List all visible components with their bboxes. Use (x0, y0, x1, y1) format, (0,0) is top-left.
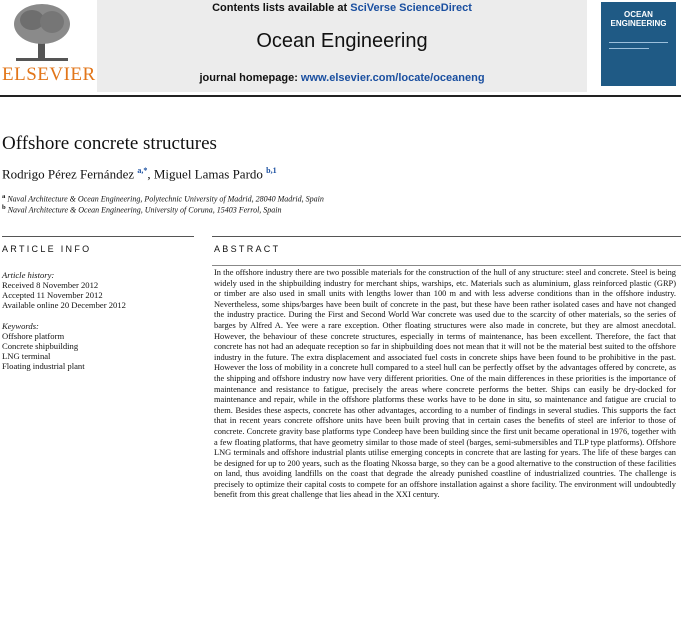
author-list: Rodrigo Pérez Fernández $^{a,*}$, Miguel Lamas Pardo $^{b,1}$ (2, 166, 277, 182)
keywords-label: Keywords: (2, 321, 39, 331)
publisher-name: ELSEVIER (2, 64, 96, 85)
article-info-rule (2, 236, 194, 237)
author-name[interactable]: Miguel Lamas Pardo (153, 166, 263, 182)
article-title: Offshore concrete structures (2, 133, 217, 154)
keywords (2, 321, 85, 371)
author-name[interactable]: Rodrigo Pérez Fernández (2, 166, 135, 182)
affiliation (2, 204, 282, 215)
affiliation (2, 193, 324, 204)
header-band (97, 0, 587, 92)
elsevier-logo[interactable] (2, 2, 96, 88)
cover-line (609, 42, 668, 43)
journal-cover[interactable] (601, 2, 676, 86)
cover-title: OCEAN ENGINEERING (610, 10, 667, 28)
article-info-heading: ARTICLE INFO (2, 244, 92, 254)
elsevier-tree-icon (10, 2, 74, 62)
abstract-text: In the offshore industry there are two possible materials for the construction of the hull of any structure: steel and concrete. Steel is being widely used in the shipbuilding industry for merchant ships, warships, etc. Materials such as aluminium, glass reinforced plastic (GRP) or timber are also used in small units with lengths lower than 100 m and with less adverse conditions than in the offshore industry. Nevertheless, some ships/barges have been built of concrete in the past, but these have been rather isolated cases and have not changed the industry practice. During the First and Second World War concrete was used due to the scarcity of other materials, so the series of barges by Alfred A. Yee were a rare exception. Other floating structures were also made in concrete, but they are almost anecdotal. However, the behaviour of these concrete structures, especially in terms of maintenance, has been excellent. Therefore, the fact that concrete has not had an adequate reception so far in shipbuilding does not mean that it will not be the material best suited to the offshore industry in the future. The extra displacement and associated fuel costs in concrete ships have been found to be prohibitive in the past. However the loss of mobility in a concrete hull compared to a steel hull can be perfectly offset by the advantages offered by concrete, as the shipping and offshore industry now have very different priorities. One of the main differences in these priorities is the importance of maintenance and resistance to fatigue, precisely the areas where concrete performs the better. Ships can easily be dry-docked for maintenance and repair, while in the offshore platforms these works have to be done in situ, so maintenance and fatigue are crucial to them. Besides these aspects, concrete has other advantages, according to a number of findings in several studies. This supports the fact that in recent years concrete offshore units have been built proving that in certain cases the benefits of steel are inferior to those of concrete. Concrete gravity base platforms type Condeep have been building since the first unit became operational in 1976, together with a few floating platforms, that have geometry similar to those made of steel (barges, semi-submersibles and TLP type platforms). Offshore LNG terminals and offshore industrial plants utilise emerging concepts in concrete that are lasting for years. The life of these barges can be designed for up to 200 years, such as the floating Nkossa barge, so they can be a good alternative to the construction of these facilities on land, thus avoiding landfills on the coast that degrade the already punished coastline of industrialized countries. The challenge is precisely to optimize their capital costs to compete for an offshore installation against a shore facility. The environment will undoubtedly benefit from this great challenge that lies ahead in the XXI century. (214, 268, 676, 500)
header-rule (0, 95, 681, 97)
keyword: Concrete shipbuilding (2, 341, 79, 351)
affiliation-mark: a (2, 193, 6, 200)
affiliation-text: Naval Architecture & Ocean Engineering, University of Coruna, 15403 Ferrol, Spain (7, 205, 282, 215)
author-marks[interactable]: a,* (137, 166, 148, 175)
affiliation-text: Naval Architecture & Ocean Engineering, Polytechnic University of Madrid, 28040 Madrid, Spain (7, 194, 324, 204)
journal-title: Ocean Engineering (256, 30, 428, 52)
cover-line (609, 48, 649, 49)
sciencedirect-link[interactable]: SciVerse ScienceDirect (350, 2, 472, 14)
contents-prefix: Contents lists available at (212, 2, 348, 14)
homepage-link[interactable]: www.elsevier.com/locate/oceaneng (300, 72, 485, 84)
homepage-line (97, 72, 587, 84)
abstract-section (212, 265, 681, 633)
keyword: LNG terminal (2, 351, 51, 361)
affiliation-mark: b (2, 204, 6, 211)
abstract-rule (212, 236, 681, 237)
author-marks[interactable]: b,1 (266, 166, 277, 175)
history-item: Accepted 11 November 2012 (2, 290, 103, 300)
keyword: Offshore platform (2, 331, 65, 341)
history-item: Received 8 November 2012 (2, 280, 99, 290)
history-item: Available online 20 December 2012 (2, 300, 126, 310)
contents-line (97, 2, 587, 14)
homepage-prefix: journal homepage: (199, 72, 298, 84)
history-label: Article history: (2, 270, 55, 280)
abstract-heading: ABSTRACT (214, 244, 281, 254)
article-history (2, 270, 126, 310)
keyword: Floating industrial plant (2, 361, 85, 371)
journal-header (0, 0, 681, 92)
